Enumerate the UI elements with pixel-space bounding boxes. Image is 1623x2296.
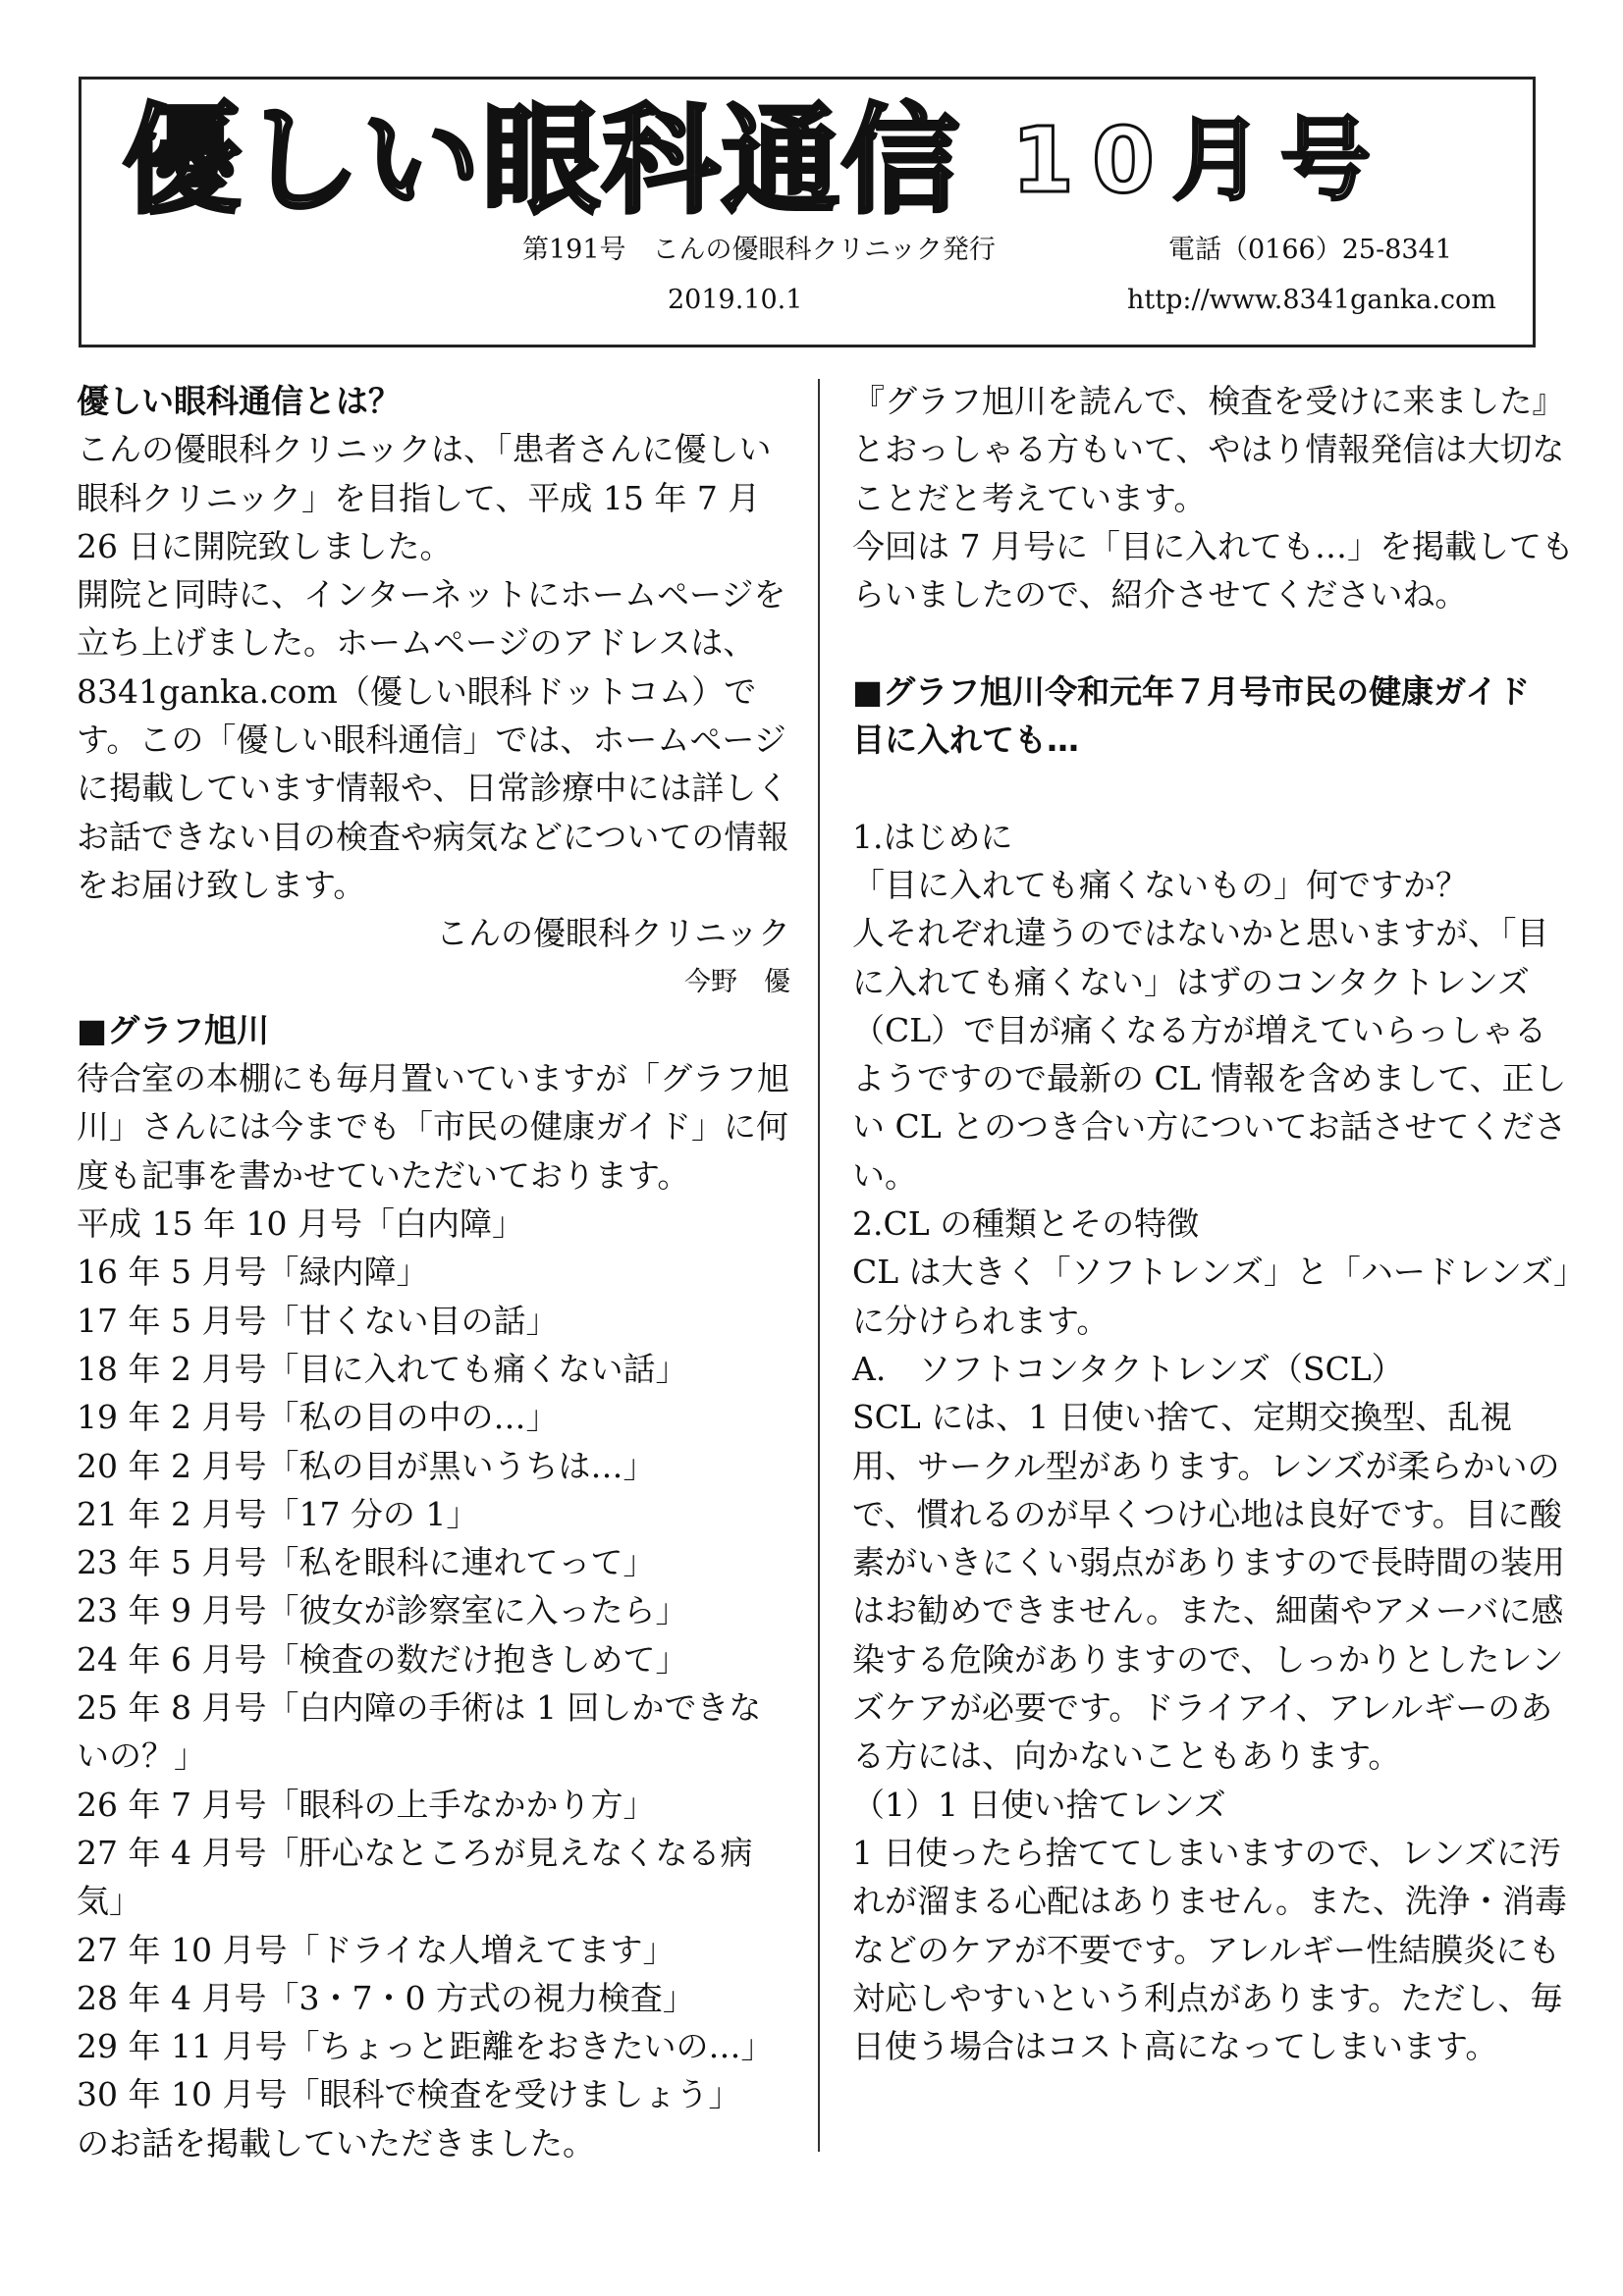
section-2a1-heading: （1）1 日使い捨てレンズ	[852, 1785, 1226, 1824]
section-2a-heading: A. ソフトコンタクトレンズ（SCL）	[852, 1349, 1404, 1388]
column-divider	[818, 379, 820, 2152]
list-item: 23 年 9 月号「彼女が診察室に入ったら」	[77, 1591, 688, 1630]
section-2-heading: 2.CL の種類とその特徴	[852, 1204, 1200, 1244]
issue-month: 10月号	[1011, 108, 1389, 213]
right-paragraph-2: 今回は 7 月号に「目に入れても…」を掲載してもらいましたので、紹介させてくださいね。	[852, 526, 1574, 614]
list-item: 23 年 5 月号「私を眼科に連れてって」	[77, 1543, 656, 1582]
issue-date: 2019.10.1	[668, 285, 803, 315]
graph-paragraph: 待合室の本棚にも毎月置いていますが「グラフ旭川」さんには今までも「市民の健康ガイド」に何度も記事を書かせていただいております。	[77, 1059, 789, 1195]
list-item: 20 年 2 月号「私の目が黒いうちは…」	[77, 1446, 656, 1485]
list-item: 18 年 2 月号「目に入れても痛くない話」	[77, 1349, 688, 1388]
intro-paragraph-2: 開院と同時に、インターネットにホームページを立ち上げました。ホームページのアドレスは、8341ganka.com（優しい眼科ドットコム）です。この「優しい眼科通信」では、ホームページに掲載しています情報や、日常診療中には詳しくお話できない目の検査や病気などについての情報をお届け致します。	[77, 575, 789, 904]
graph-article-list	[77, 1200, 790, 2119]
signature-clinic: こんの優眼科クリニック	[435, 914, 790, 953]
signature-name: 今野 優	[684, 966, 790, 997]
spacer	[852, 618, 1576, 667]
list-item: 27 年 10 月号「ドライな人増えてます」	[77, 1930, 676, 1969]
section-1-paragraph: 人それぞれ違うのではないかと思いますが、「目に入れても痛くない」はずのコンタクトレンズ（CL）で目が痛くなる方が増えていらっしゃるようですので最新の CL 情報を含めまして、正しい CL とのつき合い方についてお話させてください。	[852, 914, 1567, 1195]
section-2-paragraph: CL は大きく「ソフトレンズ」と「ハードレンズ」に分けられます。	[852, 1253, 1570, 1340]
section-2a-paragraph: SCL には、1 日使い捨て、定期交換型、乱視用、サークル型があります。レンズが柔らかいので、慣れるのが早くつけ心地は良好です。目に酸素がいきにくい弱点がありますので長時間の装用はお勧めできません。また、細菌やアメーバに感染する危険がありますので、しっかりとしたレンズケアが必要です。ドライアイ、アレルギーのある方には、向かないこともあります。	[852, 1398, 1565, 1776]
list-item: 30 年 10 月号「眼科で検査を受けましょう」	[77, 2075, 741, 2114]
masthead-title: 優しい眼科通信	[123, 93, 961, 230]
list-item: 21 年 2 月号「17 分の 1」	[77, 1494, 479, 1533]
list-item: 29 年 11 月号「ちょっと距離をおきたいの…」	[77, 2027, 774, 2066]
right-paragraph-1: 『グラフ旭川を読んで、検査を受けに来ました』とおっしゃる方もいて、やはり情報発信は大切なことだと考えています。	[852, 382, 1565, 517]
section-1-heading: 1.はじめに	[852, 817, 1013, 856]
article-title: ■グラフ旭川令和元年７月号市民の健康ガイド	[852, 671, 1531, 711]
section-1-question: 「目に入れても痛くないもの」何ですか？	[852, 865, 1468, 904]
right-column	[852, 377, 1576, 2070]
article-subtitle: 目に入れても…	[852, 721, 1079, 760]
list-item: 24 年 6 月号「検査の数だけ抱きしめて」	[77, 1639, 688, 1679]
list-item: 16 年 5 月号「緑内障」	[77, 1253, 429, 1292]
list-item: 19 年 2 月号「私の目の中の…」	[77, 1398, 559, 1437]
list-item: 28 年 4 月号「3・7・0 方式の視力検査」	[77, 1978, 695, 2017]
phone-number: 電話（0166）25-8341	[1168, 235, 1452, 265]
website-url[interactable]: http://www.8341ganka.com	[1127, 285, 1496, 315]
list-item: 平成 15 年 10 月号「白内障」	[77, 1204, 524, 1244]
left-column	[77, 377, 790, 2167]
list-item: 25 年 8 月号「白内障の手術は 1 回しかできないの？」	[77, 1688, 762, 1776]
list-item: 26 年 7 月号「眼科の上手なかかり方」	[77, 1785, 656, 1824]
section-2a1-paragraph: 1 日使ったら捨ててしまいますので、レンズに汚れが溜まる心配はありません。また、洗浄・消毒などのケアが不要です。アレルギー性結膜炎にも対応しやすいという利点があります。ただし、毎日使う場合はコスト高になってしまいます。	[852, 1833, 1567, 2066]
issue-number: 第191号 こんの優眼科クリニック発行	[522, 235, 996, 265]
graph-closing: のお話を掲載していただきました。	[77, 2123, 595, 2163]
spacer	[852, 764, 1576, 812]
graph-section-title: ■グラフ旭川	[77, 1010, 270, 1049]
intro-paragraph-1: こんの優眼科クリニックは、「患者さんに優しい眼科クリニック」を目指して、平成 15 年 7 月 26 日に開院致しました。	[77, 430, 772, 565]
intro-title: 優しい眼科通信とは？	[77, 382, 401, 420]
list-item: 27 年 4 月号「肝心なところが見えなくなる病気」	[77, 1833, 753, 1921]
list-item: 17 年 5 月号「甘くない目の話」	[77, 1301, 559, 1340]
